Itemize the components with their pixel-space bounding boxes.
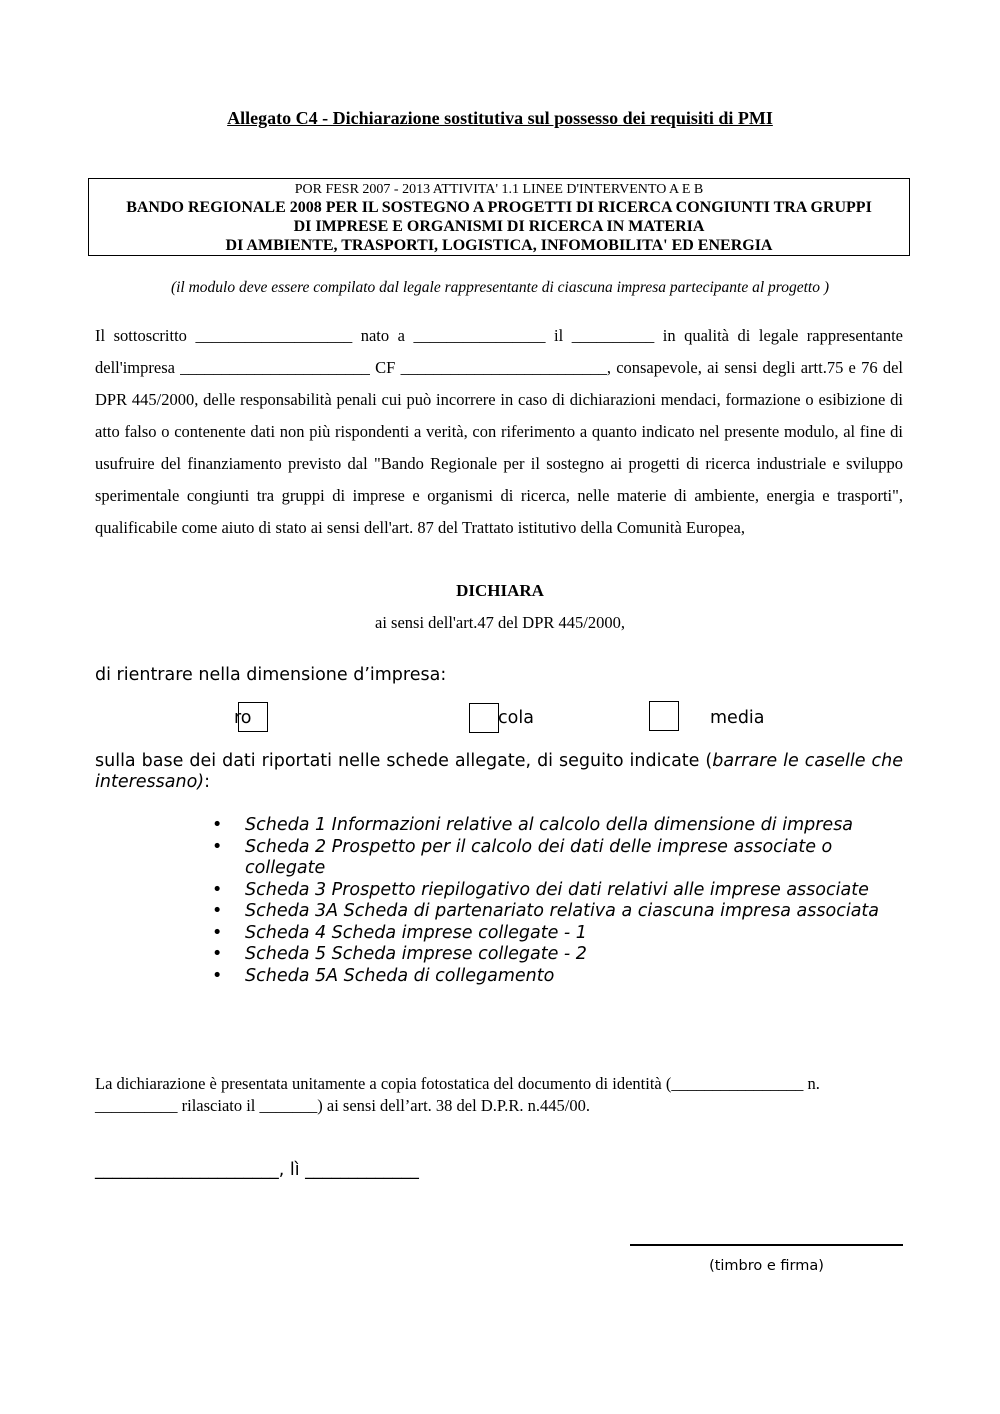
bullet-icon: • — [212, 922, 223, 943]
declaration-paragraph — [95, 320, 903, 544]
scheda-label: Scheda 4 Scheda imprese collegate - 1 — [245, 922, 587, 943]
place-date-line: _____________________, lì _____________ — [95, 1160, 419, 1180]
frame-line-bando: BANDO REGIONALE 2008 PER IL SOSTEGNO A PROGETTI DI RICERCA CONGIUNTI TRA GRUPPI — [126, 199, 872, 216]
list-item — [212, 966, 902, 988]
dichiara-heading: DICHIARA — [456, 581, 544, 600]
bullet-icon: • — [212, 965, 223, 986]
scheda-label: Scheda 1 Informazioni relative al calcolo della dimensione di impresa — [245, 815, 854, 835]
bullet-icon: • — [212, 944, 223, 964]
frame-line-organismi: DI IMPRESE E ORGANISMI DI RICERCA IN MATERIA — [293, 218, 705, 235]
list-item — [212, 837, 902, 880]
schede-intro-italic: barrare le caselle che interessano) — [95, 751, 903, 792]
schede-intro — [95, 751, 903, 793]
checkbox-media[interactable] — [649, 701, 679, 731]
ai-sensi-line: ai sensi dell'art.47 del DPR 445/2000, — [375, 613, 625, 632]
checkbox-micro[interactable] — [238, 702, 268, 732]
signature-line — [630, 1230, 903, 1246]
list-item — [212, 944, 902, 966]
scheda-label: Scheda 5A Scheda di collegamento — [245, 965, 555, 986]
signature-caption: (timbro e firma) — [709, 1258, 824, 1274]
bullet-icon: • — [212, 815, 223, 835]
schede-list — [212, 815, 902, 987]
scheda-label: Scheda 3 Prospetto riepilogativo dei dati relativi alle imprese associate — [245, 879, 869, 900]
list-item — [212, 880, 902, 902]
identity-document-text: La dichiarazione è presentata unitamente a copia fotostatica del documento di identità (________________ n. __________ rilasciato il _______) ai sensi dell’art. 38 del D.P.R. n.445/00. — [95, 1074, 820, 1115]
list-item — [212, 901, 902, 923]
checkbox-piccola[interactable] — [469, 703, 499, 733]
schede-intro-text: sulla base dei dati riportati nelle schede allegate, di seguito indicate ( — [95, 751, 713, 771]
scheda-label: Scheda 3A Scheda di partenariato relativa a ciascuna impresa associata — [245, 901, 880, 921]
bullet-icon: • — [212, 879, 223, 900]
dimension-label: di rientrare nella dimensione d’impresa: — [95, 665, 447, 685]
bullet-icon: • — [212, 901, 223, 921]
scheda-label: Scheda 2 Prospetto per il calcolo dei dati delle imprese associate o collegate — [245, 836, 833, 878]
header-frame — [88, 178, 910, 256]
page-title: Allegato C4 - Dichiarazione sostitutiva sul possesso dei requisiti di PMI — [227, 108, 773, 128]
option-piccola-label: cola — [498, 708, 534, 728]
compilation-note: (il modulo deve essere compilato dal legale rappresentante di ciascuna impresa partecipante al progetto ) — [170, 279, 830, 296]
list-item — [212, 815, 902, 837]
bullet-icon: • — [212, 836, 223, 857]
option-media-label: media — [710, 708, 765, 728]
declaration-text: Il sottoscritto ___________________ nato a ________________ il __________ in qualità di legale rappresentante dell'impresa _______________________ CF _________________________, consapevole, ai sensi degli artt.75 e 76 del DPR 445/2000, delle responsabilità penali cui può incorrere in caso di dichiarazioni mendaci, formazione o esibizione di atto falso o contenente dati non più rispondenti a verità, con riferimento a quanto indicato nel presente modulo, al fine di usufruire del finanziamento previsto dal "Bando Regionale per il sostegno ai progetti di ricerca industriale e sviluppo sperimentale congiunti tra gruppi di imprese e organismi di ricerca, nelle materie di ambiente, energia e trasporti", qualificabile come aiuto di stato ai sensi dell'art. 87 del Trattato istitutivo della Comunità Europea, — [95, 326, 903, 537]
frame-line-program: POR FESR 2007 - 2013 ATTIVITA' 1.1 LINEE D'INTERVENTO A E B — [294, 182, 704, 197]
option-micro-label: ro — [234, 708, 252, 728]
frame-line-ambiente: DI AMBIENTE, TRASPORTI, LOGISTICA, INFOMOBILITA' ED ENERGIA — [225, 237, 773, 254]
identity-document-statement — [95, 1073, 903, 1117]
list-item — [212, 923, 902, 945]
scheda-label: Scheda 5 Scheda imprese collegate - 2 — [245, 944, 587, 964]
schede-intro-end: : — [204, 772, 211, 792]
